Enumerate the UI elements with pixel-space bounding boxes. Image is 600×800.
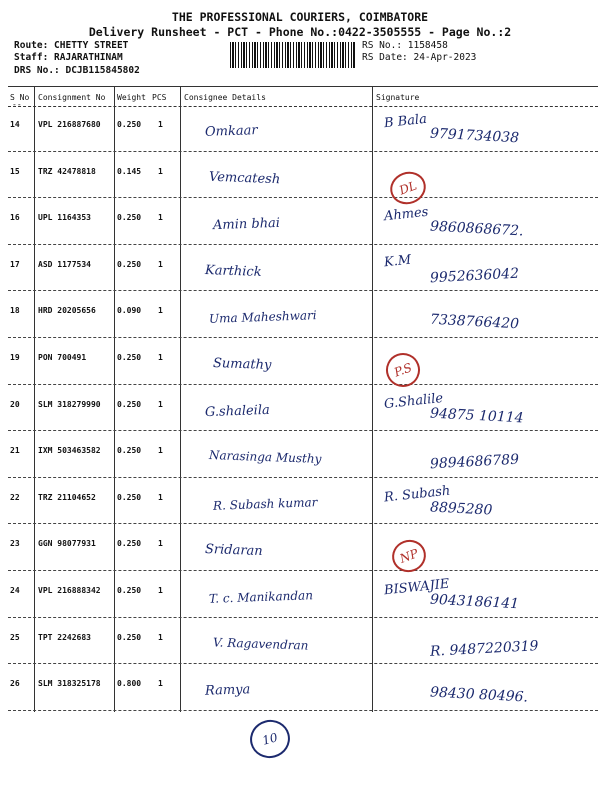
col-header-weight: Weight	[117, 93, 146, 102]
row-consignment: SLM 318279990	[38, 399, 101, 409]
row-divider	[8, 384, 598, 385]
row-phone-handwritten: 9860868672.	[429, 218, 524, 240]
row-phone-handwritten: R. 9487220319	[429, 637, 539, 660]
row-consignee-handwritten: T. c. Manikandan	[208, 588, 314, 606]
col-header-signature: Signature	[376, 93, 420, 102]
row-consignee-handwritten: Ramya	[204, 682, 251, 699]
row-pcs: 1	[158, 306, 163, 316]
row-signature: B Bala	[383, 111, 428, 132]
row-consignment: VPL 216887680	[38, 120, 101, 129]
col-header-pcs: PCS	[152, 93, 167, 102]
row-pcs: 1	[158, 446, 163, 456]
col-header-sno: S No	[10, 93, 30, 102]
row-consignment: GGN 98077931	[38, 539, 96, 549]
row-pcs: 1	[158, 120, 163, 129]
row-consignment: TRZ 21104652	[38, 492, 96, 502]
row-phone-handwritten: 9952636042	[429, 265, 520, 287]
row-sno: 25	[10, 632, 20, 642]
row-sno: 17	[10, 259, 20, 269]
row-consignment: ASD 1177534	[38, 259, 91, 269]
route-label: Route: CHETTY STREET	[14, 40, 129, 51]
row-weight: 0.250	[117, 492, 142, 502]
row-weight: 0.250	[117, 539, 142, 549]
table-top-rule	[8, 86, 598, 87]
row-signature: K.M	[383, 252, 412, 271]
row-consignment: UPL 1164353	[38, 213, 91, 223]
company-title: THE PROFESSIONAL COURIERS, COIMBATORE	[171, 10, 429, 24]
staff-label: Staff: RAJARATHINAM	[14, 52, 123, 63]
row-consignment: PON 700491	[38, 353, 87, 362]
row-divider	[8, 151, 598, 152]
row-divider	[8, 570, 598, 571]
row-sno: 23	[10, 539, 20, 549]
rs-number: RS No.: 1158458	[362, 40, 448, 51]
row-pcs: 1	[158, 492, 163, 502]
row-consignment: VPL 216888342	[38, 586, 101, 595]
row-consignee-handwritten: Vemcatesh	[208, 169, 281, 187]
row-consignment: SLM 318325178	[38, 679, 101, 689]
row-weight: 0.250	[117, 446, 142, 456]
row-divider	[8, 290, 598, 291]
row-consignee-handwritten: Omkaar	[204, 123, 258, 140]
row-sno: 19	[10, 353, 20, 362]
row-sno: 21	[10, 446, 20, 456]
row-signature: Ahmes	[383, 204, 430, 225]
barcode-image	[230, 42, 355, 68]
row-consignee-handwritten: V. Ragavendran	[212, 634, 309, 653]
row-consignment: IXM 503463582	[38, 446, 101, 456]
runsheet-subtitle: Delivery Runsheet - PCT - Phone No.:0422-3505555 - Page No.:2	[88, 25, 512, 39]
delivery-stamp: NP	[388, 535, 431, 577]
row-consignee-handwritten: G.shaleila	[204, 402, 271, 420]
row-pcs: 1	[158, 353, 163, 362]
row-divider	[8, 477, 598, 478]
row-pcs: 1	[158, 213, 163, 223]
row-weight: 0.250	[117, 353, 142, 362]
row-consignee-handwritten: Amin bhai	[212, 216, 281, 234]
row-sno: 14	[10, 120, 20, 129]
col-header-consignee: Consignee Details	[184, 93, 266, 102]
row-divider	[8, 710, 598, 711]
row-weight: 0.800	[117, 679, 142, 689]
row-consignee-handwritten: Uma Maheshwari	[208, 308, 317, 327]
col-divider	[34, 86, 35, 712]
col-divider	[180, 86, 181, 712]
row-consignment: HRD 20205656	[38, 306, 96, 316]
row-phone-handwritten: 7338766420	[429, 312, 520, 333]
delivery-stamp: P.S	[381, 348, 425, 392]
row-divider	[8, 197, 598, 198]
row-sno: 15	[10, 166, 20, 176]
row-consignment: TPT 2242683	[38, 632, 91, 642]
row-phone-handwritten: 9894686789	[429, 451, 520, 473]
delivery-stamp: DL	[386, 167, 431, 209]
row-pcs: 1	[158, 632, 163, 642]
row-phone-handwritten: 94875 10114	[429, 405, 524, 427]
row-phone-handwritten: 9791734038	[429, 125, 520, 147]
row-consignment: TRZ 42478818	[38, 166, 96, 176]
row-signature: BISWAJIE	[383, 576, 451, 599]
row-consignee-handwritten: Sumathy	[212, 355, 272, 374]
row-phone-handwritten: 9043186141	[429, 591, 520, 613]
col-divider	[372, 86, 373, 712]
row-phone-handwritten: 98430 80496.	[429, 684, 529, 706]
row-weight: 0.250	[117, 586, 142, 595]
rs-date: RS Date: 24-Apr-2023	[362, 52, 477, 63]
row-pcs: 1	[158, 539, 163, 549]
header-bottom-rule	[8, 106, 598, 107]
row-weight: 0.250	[117, 213, 142, 223]
row-consignee-handwritten: Narasinga Musthy	[208, 448, 322, 467]
col-header-consignment: Consignment No	[38, 93, 106, 102]
row-weight: 0.145	[117, 166, 142, 176]
row-divider	[8, 523, 598, 524]
row-divider	[8, 244, 598, 245]
row-consignee-handwritten: Karthick	[204, 262, 262, 280]
row-sno: 16	[10, 213, 20, 223]
row-pcs: 1	[158, 259, 163, 269]
row-pcs: 1	[158, 586, 163, 595]
row-pcs: 1	[158, 679, 163, 689]
row-consignee-handwritten: R. Subash kumar	[212, 494, 318, 513]
row-divider	[8, 663, 598, 664]
row-sno: 26	[10, 679, 20, 689]
row-signature: G.Shalile	[383, 390, 444, 412]
row-pcs: 1	[158, 166, 163, 176]
row-pcs: 1	[158, 399, 163, 409]
row-divider	[8, 430, 598, 431]
row-sno: 20	[10, 399, 20, 409]
row-weight: 0.250	[117, 632, 142, 642]
row-weight: 0.250	[117, 399, 142, 409]
col-header-dashes: --	[12, 100, 22, 109]
row-sno: 18	[10, 306, 20, 316]
drs-number: DRS No.: DCJB115845802	[14, 65, 140, 76]
row-signature: R. Subash	[383, 483, 452, 506]
row-weight: 0.090	[117, 306, 142, 316]
row-sno: 24	[10, 586, 20, 595]
row-consignee-handwritten: Sridaran	[204, 542, 263, 560]
row-weight: 0.250	[117, 259, 142, 269]
row-phone-handwritten: 8895280	[429, 499, 493, 519]
row-divider	[8, 337, 598, 338]
row-sno: 22	[10, 492, 20, 502]
row-divider	[8, 617, 598, 618]
bottom-stamp: 10	[246, 715, 294, 762]
row-weight: 0.250	[117, 120, 142, 129]
col-divider	[114, 86, 115, 712]
